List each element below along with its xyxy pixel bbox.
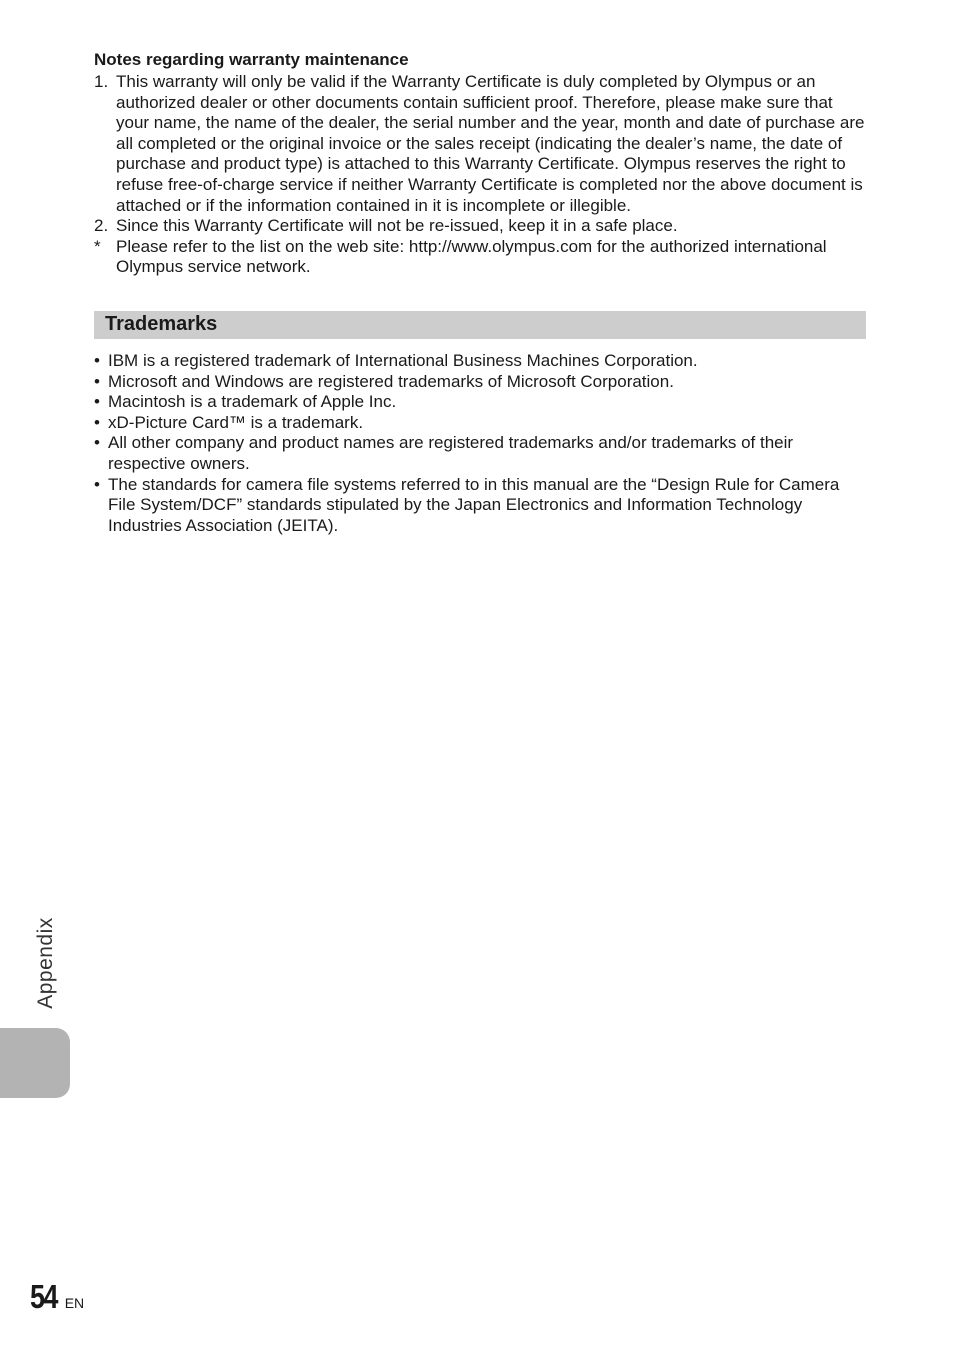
trademarks-section-bar [94,311,866,339]
bullet-icon: • [94,433,100,453]
list-item-text: Macintosh is a trademark of Apple Inc. [108,392,397,412]
list-marker: * [94,236,101,256]
list-item-text: All other company and product names are registered trademarks and/or trademarks of their respective owners. [108,433,794,473]
bullet-icon: • [94,371,100,391]
list-item [94,475,866,537]
list-item-text: The standards for camera file systems referred to in this manual are the “Design Rule for Camera File System/DCF” standards stipulated by the Japan Electronics and Information Technology Industries Association (JEITA). [108,474,840,535]
list-item-text: Microsoft and Windows are registered trademarks of Microsoft Corporation. [108,371,674,391]
list-marker: 1. [94,72,109,91]
page-footer [30,1278,84,1316]
page-content [94,49,866,536]
list-item [94,216,866,237]
bullet-icon: • [94,350,100,370]
list-item [94,237,866,278]
list-item [94,413,866,434]
list-item-text: This warranty will only be valid if the Warranty Certificate is duly completed by Olympus or an authorized dealer or other documents contain sufficient proof. Therefore, please make sure that your name, the name of the dealer, the serial number and the year, month and date of purchase are all completed or the original invoice or the sales receipt (indicating the dealer’s name, the date of purchase and product type) is attached to this Warranty Certificate. Olympus reserves the right to refuse free-of-charge service if neither Warranty Certificate is completed nor the above document is attached or if the information contained in it is incomplete or illegible. [116,72,865,215]
list-item-text: Since this Warranty Certificate will not be re-issued, keep it in a safe place. [116,216,678,236]
list-item-text: xD-Picture Card™ is a trademark. [108,412,364,432]
list-item-text: IBM is a registered trademark of International Business Machines Corporation. [108,350,698,370]
bullet-icon: • [94,474,100,494]
warranty-notes-heading: Notes regarding warranty maintenance [94,50,409,69]
appendix-tab [0,1028,70,1098]
trademarks-list [94,351,866,536]
warranty-notes-list [94,72,866,278]
page-language: EN [64,1295,85,1311]
list-item [94,72,866,216]
bullet-icon: • [94,412,100,432]
bullet-icon: • [94,392,100,412]
list-item [94,351,866,372]
list-item-text: Please refer to the list on the web site: http://www.olympus.com for the authorized international Olympus service network. [116,236,827,277]
list-item [94,433,866,474]
trademarks-heading: Trademarks [105,313,218,336]
appendix-side-label: Appendix [34,917,57,1009]
page-number: 54 [30,1278,57,1315]
list-marker: 2. [94,216,109,236]
list-item [94,372,866,393]
list-item [94,392,866,413]
